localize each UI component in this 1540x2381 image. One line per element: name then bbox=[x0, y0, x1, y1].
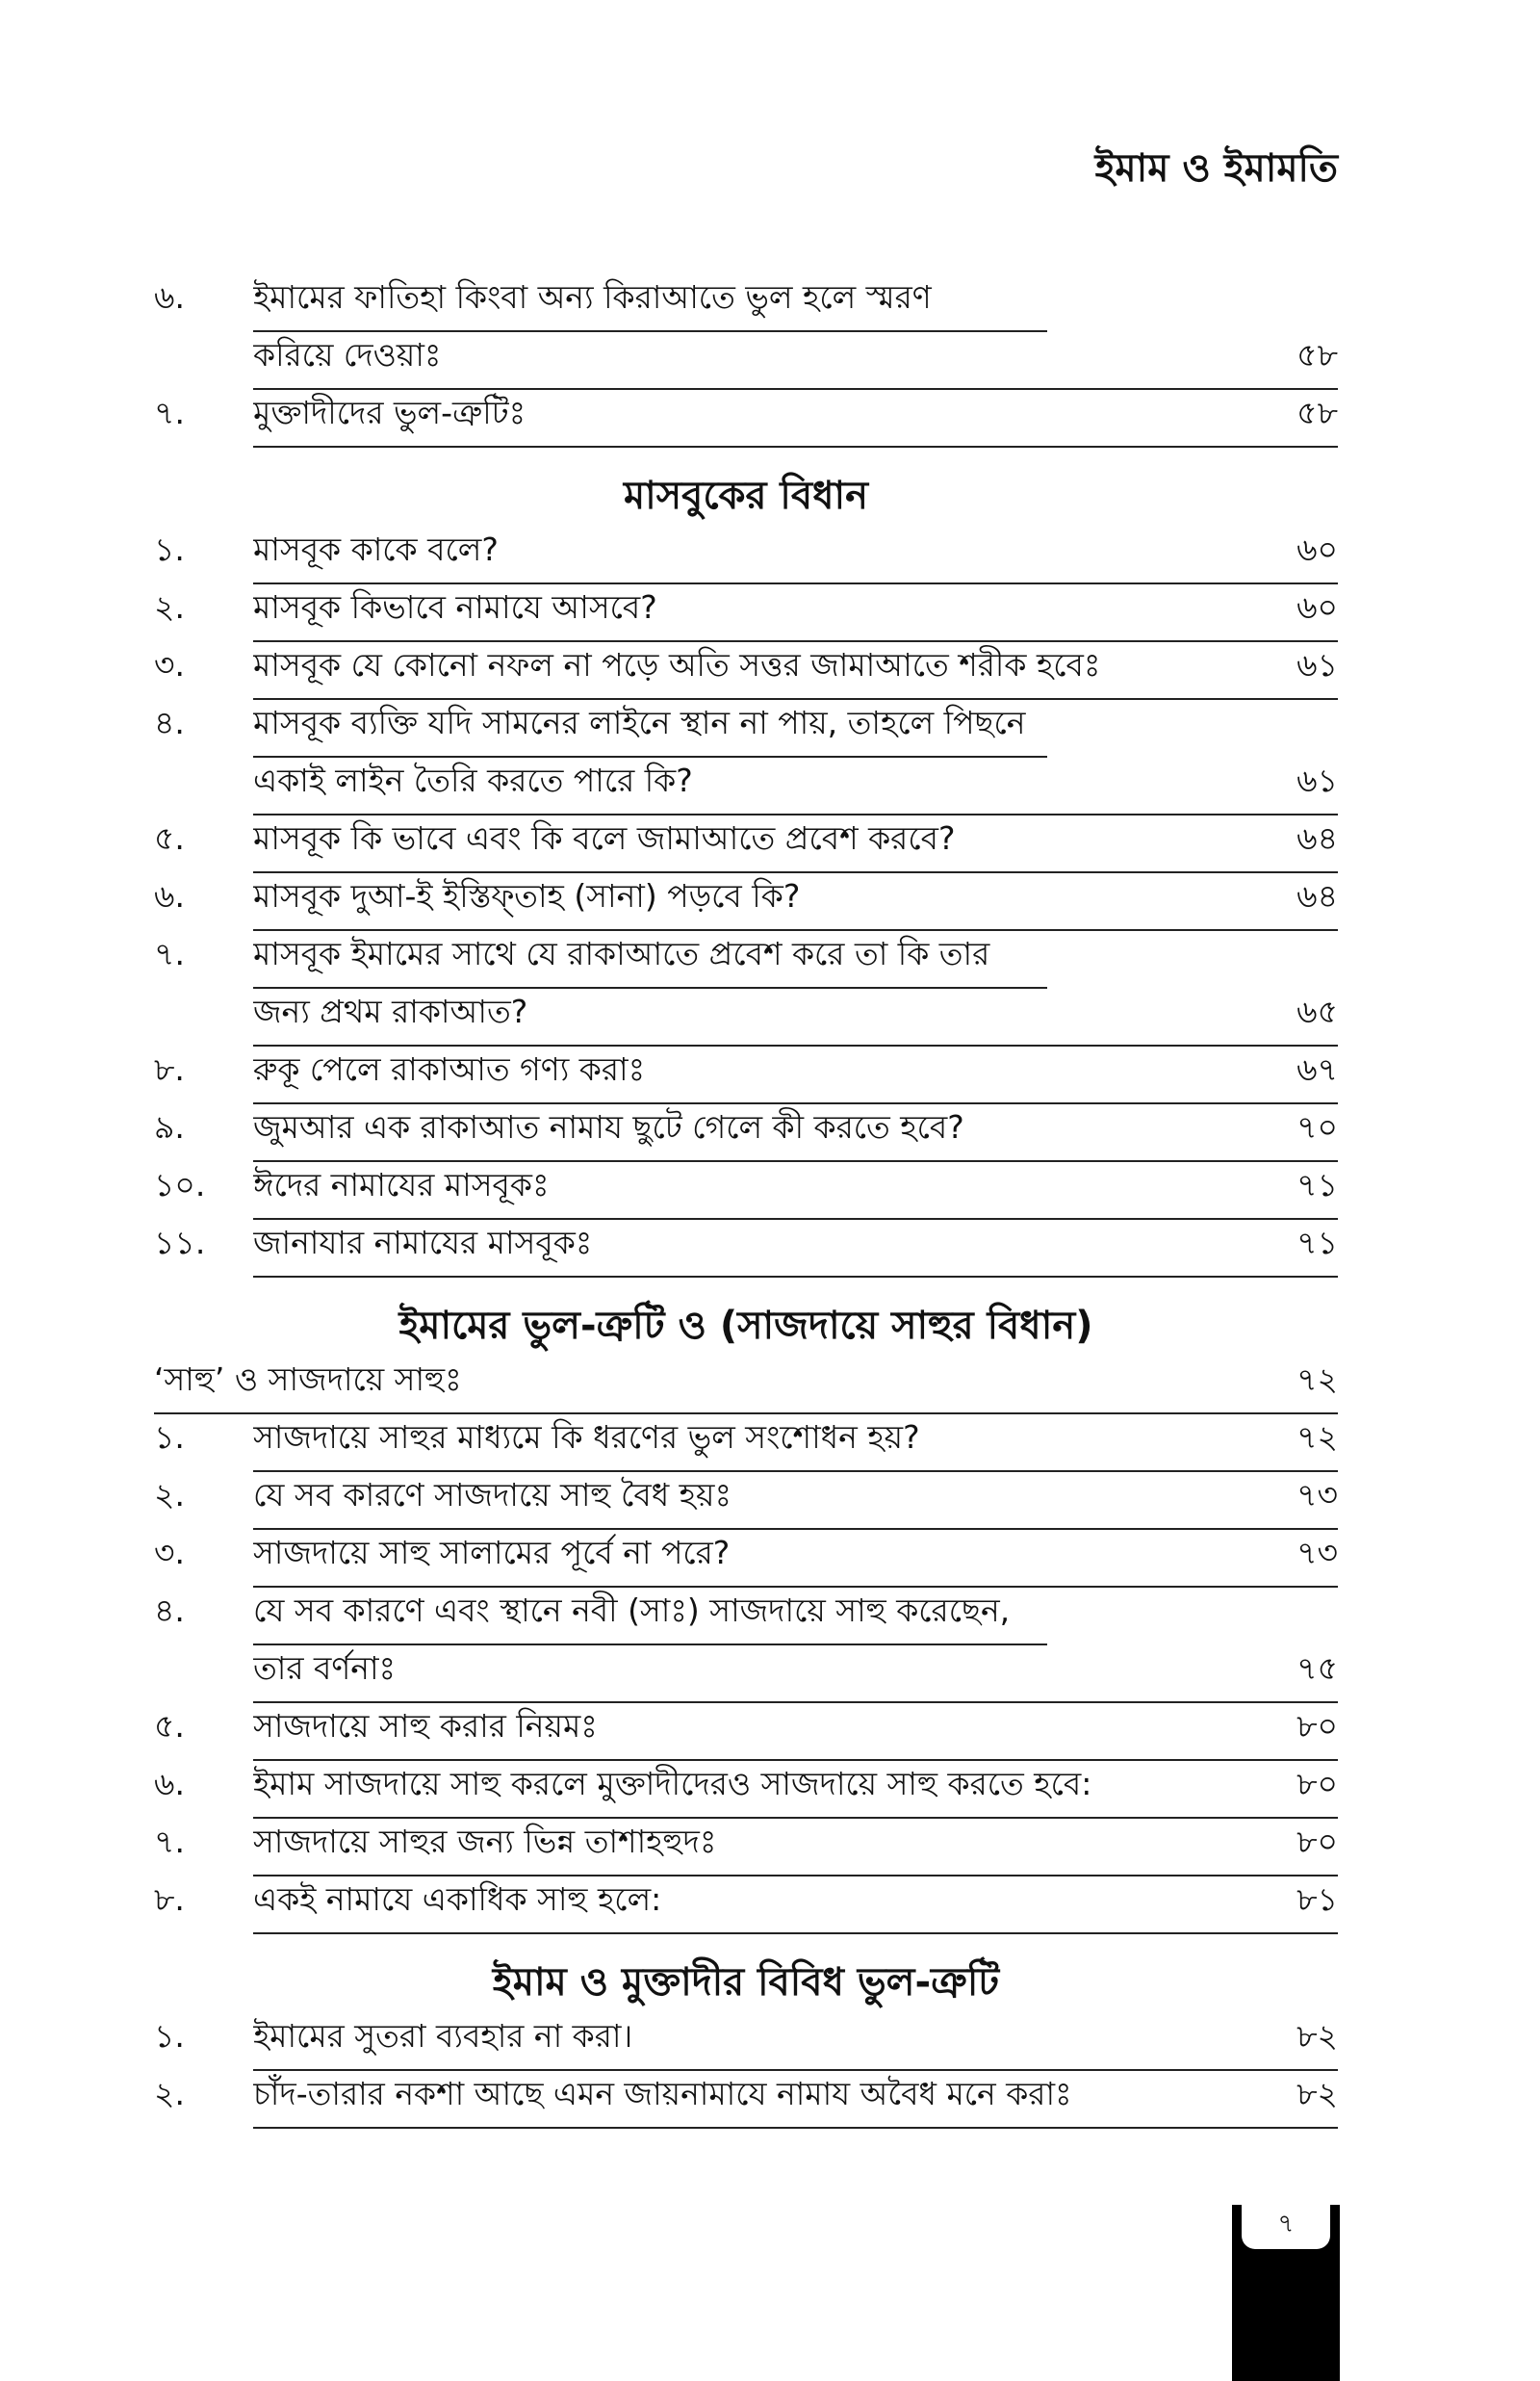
toc-entry[interactable] bbox=[154, 700, 1338, 815]
entry-title: ইমামের ফাতিহা কিংবা অন্য কিরাআতে ভুল হলে স্মরণ bbox=[253, 278, 932, 316]
entry-page: ৭৫ bbox=[1296, 1649, 1338, 1687]
toc-entry[interactable] bbox=[154, 1819, 1338, 1876]
entry-number: ৪. bbox=[154, 1592, 185, 1629]
toc-entry[interactable] bbox=[154, 642, 1338, 700]
entry-number: ২. bbox=[154, 2075, 185, 2112]
entry-title: ‘সাহু’ ও সাজদায়ে সাহুঃ bbox=[154, 1360, 462, 1398]
entry-title: তার বর্ণনাঃ bbox=[253, 1649, 397, 1687]
entry-title: জন্য প্রথম রাকাআত? bbox=[253, 993, 528, 1030]
entry-title: মুক্তাদীদের ভুল-ত্রুটিঃ bbox=[253, 394, 526, 431]
entry-page: ৭২ bbox=[1296, 1418, 1338, 1456]
entry-title: একই নামাযে একাধিক সাহু হলে: bbox=[253, 1880, 662, 1918]
entry-page: ৭০ bbox=[1296, 1108, 1338, 1146]
entry-title: একাই লাইন তৈরি করতে পারে কি? bbox=[253, 762, 693, 799]
entry-title: সাজদায়ে সাহু করার নিয়মঃ bbox=[253, 1707, 598, 1745]
entry-page: ৭৩ bbox=[1296, 1534, 1338, 1571]
entry-page: ৮০ bbox=[1296, 1765, 1338, 1802]
table-of-contents bbox=[154, 274, 1338, 2129]
entry-number: ৩. bbox=[154, 646, 185, 684]
entry-page: ৭২ bbox=[1296, 1360, 1338, 1398]
entry-page: ৬১ bbox=[1296, 762, 1338, 799]
toc-entry[interactable] bbox=[154, 1472, 1338, 1530]
toc-entry[interactable] bbox=[154, 584, 1338, 642]
toc-entry[interactable] bbox=[154, 1104, 1338, 1162]
entry-number: ৫. bbox=[154, 1707, 185, 1745]
entry-title: মাসবূক যে কোনো নফল না পড়ে অতি সত্তর জামাআতে শরীক হবেঃ bbox=[253, 646, 1101, 684]
entry-number: ৪. bbox=[154, 704, 185, 741]
toc-entry[interactable] bbox=[154, 1761, 1338, 1819]
toc-entry[interactable] bbox=[154, 1162, 1338, 1220]
entry-title: জুমআর এক রাকাআত নামায ছুটে গেলে কী করতে হবে? bbox=[253, 1108, 964, 1146]
toc-entry[interactable] bbox=[154, 1703, 1338, 1761]
entry-number: ২. bbox=[154, 1476, 185, 1514]
entry-page: ৭৩ bbox=[1296, 1476, 1338, 1514]
toc-entry[interactable] bbox=[154, 1588, 1338, 1703]
entry-title: মাসবূক কাকে বলে? bbox=[253, 531, 499, 568]
entry-page: ৭১ bbox=[1296, 1224, 1338, 1261]
toc-entry[interactable] bbox=[154, 1220, 1338, 1278]
entry-page: ৫৮ bbox=[1296, 394, 1338, 431]
entry-title: সাজদায়ে সাহুর জন্য ভিন্ন তাশাহহুদঃ bbox=[253, 1823, 717, 1860]
entry-page: ৬০ bbox=[1296, 588, 1338, 626]
entry-title: চাঁদ-তারার নকশা আছে এমন জায়নামাযে নামায অবৈধ মনে করাঃ bbox=[253, 2075, 1072, 2112]
entry-number: ২. bbox=[154, 588, 185, 626]
entry-page: ৮২ bbox=[1296, 2017, 1338, 2055]
entry-page: ৮১ bbox=[1296, 1880, 1338, 1918]
entry-number: ৩. bbox=[154, 1534, 185, 1571]
entry-page: ৫৮ bbox=[1296, 336, 1338, 374]
entry-title: ঈদের নামাযের মাসবূকঃ bbox=[253, 1166, 550, 1203]
toc-entry[interactable] bbox=[154, 1876, 1338, 1934]
toc-intro-entry[interactable] bbox=[154, 1357, 1338, 1414]
running-title: ইমাম ও ইমামতি bbox=[1094, 146, 1338, 191]
entry-number: ১০. bbox=[154, 1166, 206, 1203]
entry-title: যে সব কারণে এবং স্থানে নবী (সাঃ) সাজদায়ে সাহু করেছেন, bbox=[253, 1592, 1011, 1629]
entry-number: ৭. bbox=[154, 1823, 185, 1860]
entry-title: ইমাম সাজদায়ে সাহু করলে মুক্তাদীদেরও সাজদায়ে সাহু করতে হবে: bbox=[253, 1765, 1092, 1802]
toc-entry[interactable] bbox=[154, 2013, 1338, 2071]
entry-page: ৬১ bbox=[1296, 646, 1338, 684]
section-heading: ইমাম ও মুক্তাদীর বিবিধ ভুল-ত্রুটি bbox=[492, 1960, 1000, 2005]
entry-title: মাসবূক ব্যক্তি যদি সামনের লাইনে স্থান না পায়, তাহলে পিছনে bbox=[253, 704, 1026, 741]
toc-entry[interactable] bbox=[154, 2071, 1338, 2129]
entry-page: ৬৭ bbox=[1296, 1050, 1338, 1088]
toc-entry[interactable] bbox=[154, 1047, 1338, 1104]
toc-entry[interactable] bbox=[154, 931, 1338, 1047]
entry-page: ৬৪ bbox=[1296, 819, 1338, 857]
entry-title: মাসবূক দুআ-ই ইস্তিফ্তাহ (সানা) পড়বে কি? bbox=[253, 877, 801, 915]
entry-title: সাজদায়ে সাহুর মাধ্যমে কি ধরণের ভুল সংশোধন হয়? bbox=[253, 1418, 920, 1456]
entry-number: ৬. bbox=[154, 278, 185, 316]
entry-title: মাসবূক ইমামের সাথে যে রাকাআতে প্রবেশ করে তা কি তার bbox=[253, 935, 990, 972]
entry-page: ৬৪ bbox=[1296, 877, 1338, 915]
toc-entry[interactable] bbox=[154, 390, 1338, 448]
toc-entry[interactable] bbox=[154, 527, 1338, 584]
section-heading: মাসবুকের বিধান bbox=[623, 474, 869, 518]
toc-entry[interactable] bbox=[154, 1414, 1338, 1472]
entry-number: ৬. bbox=[154, 877, 185, 915]
toc-entry[interactable] bbox=[154, 873, 1338, 931]
entry-page: ৮২ bbox=[1296, 2075, 1338, 2112]
entry-title: রুকূ পেলে রাকাআত গণ্য করাঃ bbox=[253, 1050, 646, 1088]
entry-title: করিয়ে দেওয়াঃ bbox=[253, 336, 442, 374]
entry-title: জানাযার নামাযের মাসবূকঃ bbox=[253, 1224, 593, 1261]
section-heading: ইমামের ভুল-ত্রুটি ও (সাজদায়ে সাহুর বিধান) bbox=[398, 1304, 1093, 1348]
toc-entry[interactable] bbox=[154, 815, 1338, 873]
entry-title: যে সব কারণে সাজদায়ে সাহু বৈধ হয়ঃ bbox=[253, 1476, 732, 1514]
entry-page: ৮০ bbox=[1296, 1707, 1338, 1745]
entry-page: ৬০ bbox=[1296, 531, 1338, 568]
entry-number: ৫. bbox=[154, 819, 185, 857]
toc-entry[interactable] bbox=[154, 1530, 1338, 1588]
entry-number: ৬. bbox=[154, 1765, 185, 1802]
entry-title: ইমামের সুতরা ব্যবহার না করা। bbox=[253, 2017, 633, 2055]
entry-number: ১. bbox=[154, 531, 185, 568]
entry-page: ৮০ bbox=[1296, 1823, 1338, 1860]
entry-page: ৭১ bbox=[1296, 1166, 1338, 1203]
entry-title: মাসবূক কি ভাবে এবং কি বলে জামাআতে প্রবেশ করবে? bbox=[253, 819, 956, 857]
entry-number: ৭. bbox=[154, 394, 185, 431]
entry-title: মাসবূক কিভাবে নামাযে আসবে? bbox=[253, 588, 657, 626]
entry-number: ৮. bbox=[154, 1050, 185, 1088]
entry-number: ৯. bbox=[154, 1108, 185, 1146]
entry-page: ৬৫ bbox=[1296, 993, 1338, 1030]
entry-number: ১. bbox=[154, 2017, 185, 2055]
entry-number: ১১. bbox=[154, 1224, 206, 1261]
entry-number: ১. bbox=[154, 1418, 185, 1456]
entry-title: সাজদায়ে সাহু সালামের পূর্বে না পরে? bbox=[253, 1534, 731, 1571]
entry-number: ৭. bbox=[154, 935, 185, 972]
entry-number: ৮. bbox=[154, 1880, 185, 1918]
toc-entry[interactable] bbox=[154, 274, 1338, 390]
page-number: ৭ bbox=[1242, 2205, 1330, 2249]
